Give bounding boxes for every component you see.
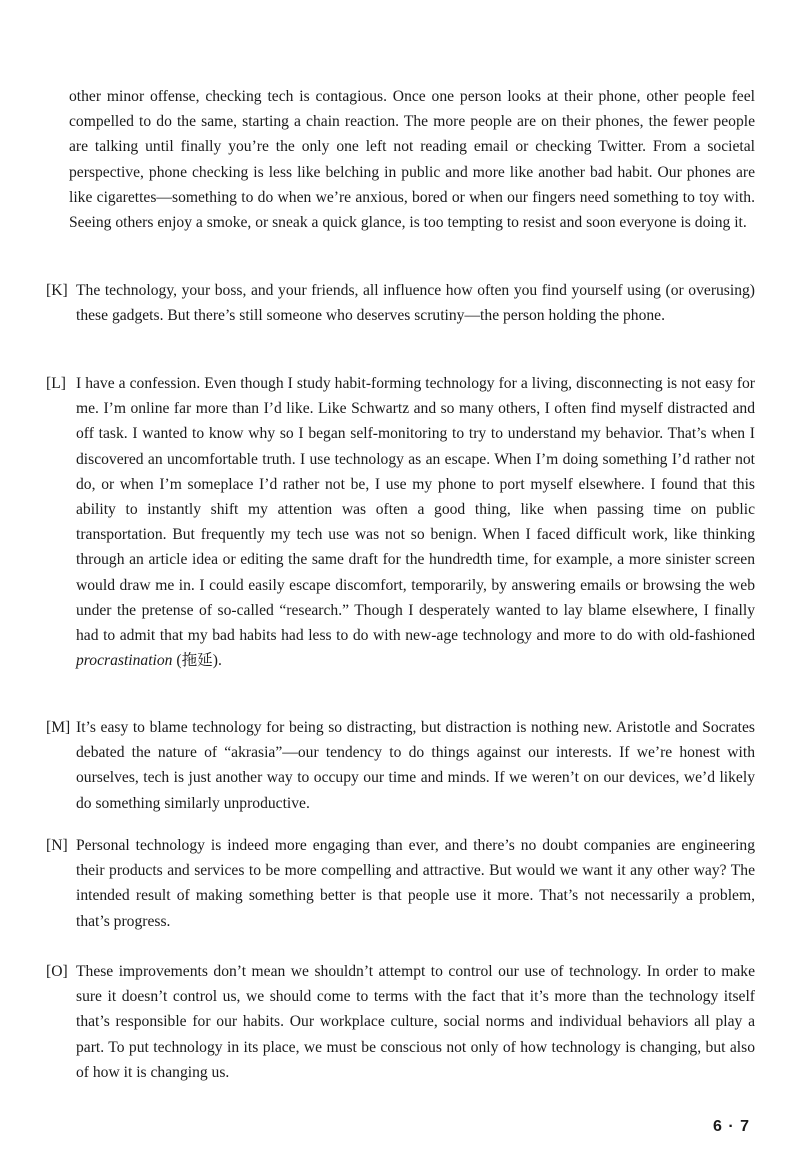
italic-term: procrastination [76,652,173,670]
paragraph-l [46,371,755,673]
paragraph-label: [O] [46,963,68,980]
paragraph-text-container [76,371,755,673]
paragraph-k [46,278,755,328]
paragraph-text: It’s easy to blame technology for being so distracting, but distraction is nothing new. Aristotle and Socrates debated the nature of “akrasia”—our tendency to do things against our interests. If we’re honest with ourselves, tech is just another way to occupy our time and minds. If we weren’t on our devices, we’d likely do something similarly unproductive. [76,719,755,812]
paragraph-o [46,959,755,1085]
paragraph-text: I have a confession. Even though I study habit-forming technology for a living, disconnecting is not easy for me. I’m online far more than I’d like. Like Schwartz and so many others, I often find myself distracted and off task. I wanted to know why so I began self-monitoring to try to understand my behavior. That’s when I discovered an uncomfortable truth. I use technology as an escape. When I’m doing something I’d rather not do, or when I’m someplace I’d rather not be, I use my phone to port myself elsewhere. I found that this ability to instantly shift my attention was often a good thing, like when passing time on public transportation. But frequently my tech use was not so benign. When I faced difficult work, like thinking through an article idea or editing the same draft for the hundredth time, for example, a more sinister screen would draw me in. I could easily escape discomfort, temporarily, by answering emails or browsing the web under the pretense of so-called “research.” Though I desperately wanted to lay blame elsewhere, I finally had to admit that my bad habits had less to do with new-age technology and more to do with old-fashioned [76,375,755,645]
paragraph-text: The technology, your boss, and your friends, all influence how often you find yourself using (or overusing) these gadgets. But there’s still someone who deserves scrutiny—the person holding the phone. [76,282,755,325]
gloss: (拖延). [176,652,222,670]
paragraph-text: These improvements don’t mean we shouldn’t attempt to control our use of technology. In order to make sure it doesn’t control us, we should come to terms with the fact that it’s more than the technology itself that’s responsible for our habits. Our workplace culture, social norms and individual behaviors all play a part. To put technology in its place, we must be conscious not only of how technology is changing, but also of how it is changing us. [76,963,755,1081]
paragraph-label: [L] [46,375,66,392]
paragraph-n [46,833,755,934]
paragraph-label: [M] [46,719,71,736]
paragraph-text: Personal technology is indeed more engaging than ever, and there’s no doubt companies are engineering their products and services to be more compelling and attractive. But would we want it any other way? The intended result of making something better is that people use it more. That’s not necessarily a problem, that’s progress. [76,837,755,930]
page-number: 6 · 7 [712,1118,750,1135]
paragraph-m [46,715,755,816]
paragraph-label: [N] [46,837,68,854]
continuation-paragraph: other minor offense, checking tech is contagious. Once one person looks at their phone, other people feel compelled to do the same, starting a chain reaction. The more people are on their phones, the fewer people are talking until finally you’re the only one left not reading email or checking Twitter. From a societal perspective, phone checking is less like belching in public and more like another bad habit. Our phones are like cigarettes—something to do when we’re anxious, bored or when our fingers need something to toy with. Seeing others enjoy a smoke, or sneak a quick glance, is too tempting to resist and soon everyone is doing it. [69,88,755,232]
paragraph-label: [K] [46,282,68,299]
